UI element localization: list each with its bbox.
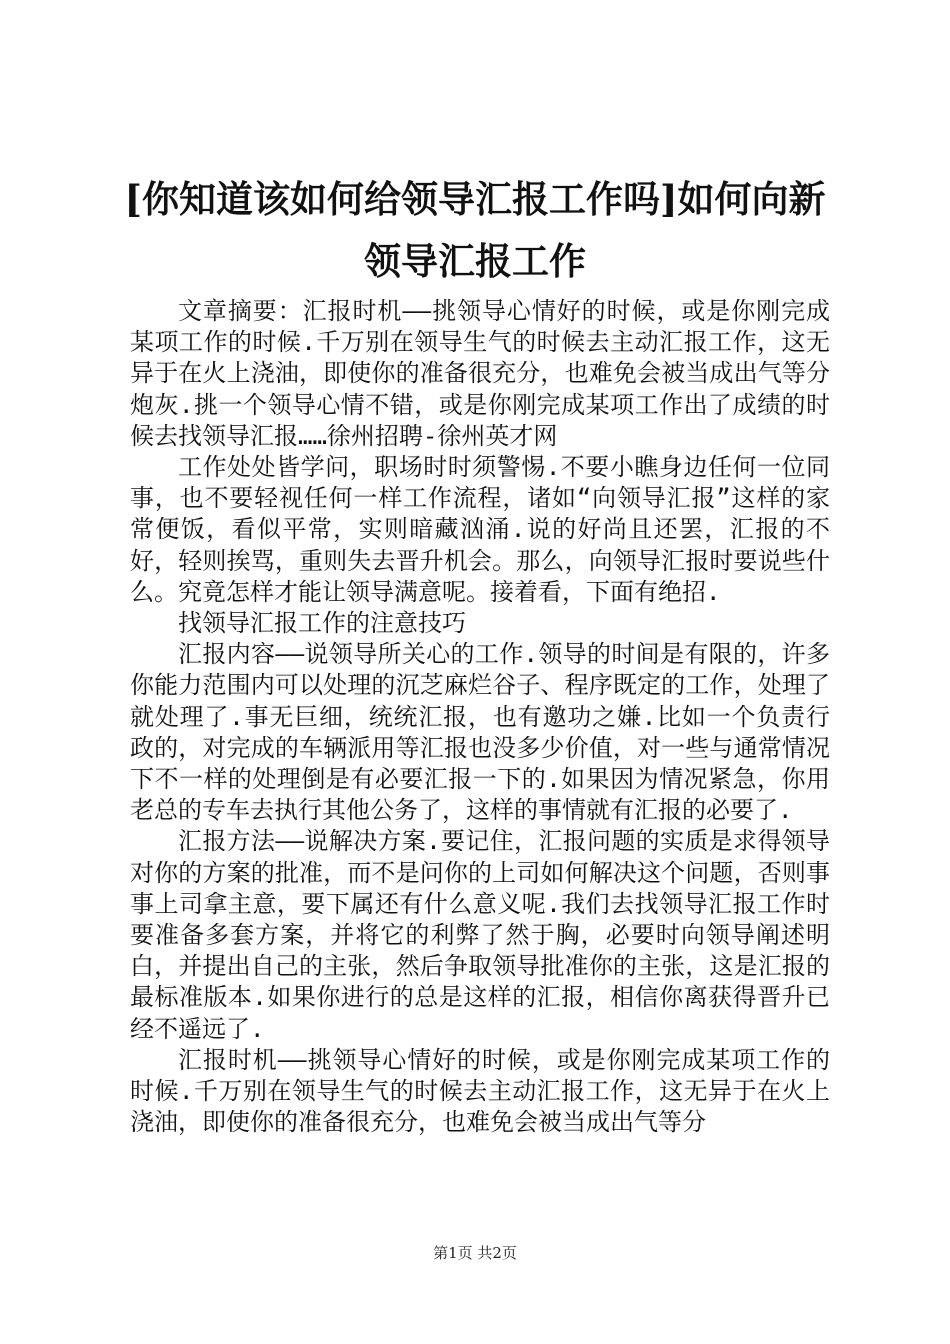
paragraph-content: 汇报内容——说领导所关心的工作.领导的时间是有限的，许多你能力范围内可以处理的沉芝麻烂谷子、程序既定的工作，处理了就处理了.事无巨细，统统汇报，也有邀功之嫌.比如一个负责行政的，对完成的车辆派用等汇报也没多少价值，对一些与通常情况下不一样的处理倒是有必要汇报一下的.如果因为情况紧急，你用老总的专车去执行其他公务了，这样的事情就有汇报的必要了.	[130, 640, 830, 825]
document-body	[130, 296, 830, 1138]
document-title: [你知道该如何给领导汇报工作吗]如何向新领导汇报工作	[124, 177, 826, 283]
paragraph-intro: 工作处处皆学问，职场时时须警惕.不要小瞧身边任何一位同事，也不要轻视任何一样工作流程，诸如“向领导汇报”这样的家常便饭，看似平常，实则暗藏汹涌.说的好尚且还罢，汇报的不好，轻则挨骂，重则失去晋升机会。那么，向领导汇报时要说些什么。究竟怎样才能让领导满意呢。接着看，下面有绝招.	[130, 453, 830, 606]
section-heading: 找领导汇报工作的注意技巧	[178, 609, 466, 638]
paragraph-method: 汇报方法——说解决方案.要记住，汇报问题的实质是求得领导对你的方案的批准，而不是问你的上司如何解决这个问题，否则事事上司拿主意，要下属还有什么意义呢.我们去找领导汇报工作时要准备多套方案，并将它的利弊了然于胸，必要时向领导阐述明白，并提出自己的主张，然后争取领导批准你的主张，这是汇报的最标准版本.如果你进行的总是这样的汇报，相信你离获得晋升已经不遥远了.	[130, 827, 830, 1043]
paragraph-timing: 汇报时机——挑领导心情好的时候，或是你刚完成某项工作的时候.千万别在领导生气的时候去主动汇报工作，这无异于在火上浇油，即使你的准备很充分，也难免会被当成出气等分	[130, 1045, 830, 1137]
paragraph-summary: 文章摘要：汇报时机——挑领导心情好的时候，或是你刚完成某项工作的时候.千万别在领导生气的时候去主动汇报工作，这无异于在火上浇油，即使你的准备很充分，也难免会被当成出气等分炮灰.挑一个领导心情不错，或是你刚完成某项工作出了成绩的时候去找领导汇报……徐州招聘-徐州英才网	[130, 297, 830, 450]
page-footer: 第1页 共2页	[433, 1244, 517, 1262]
